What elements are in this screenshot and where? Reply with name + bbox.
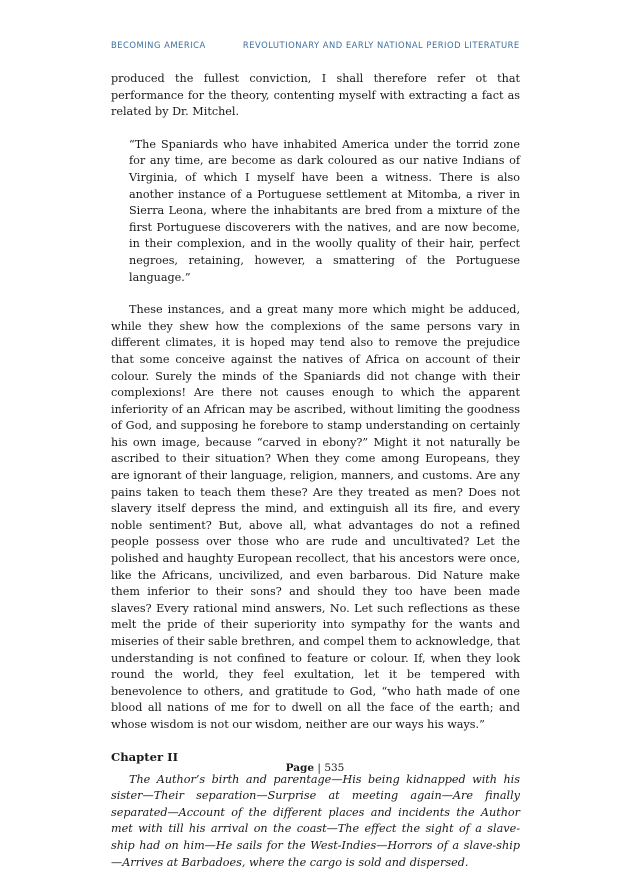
page-footer (0, 762, 630, 774)
page-label: Page (285, 762, 315, 774)
main-paragraph: These instances, and a great many more which might be adduced, while they shew how the complexions of the same persons vary in different climates, it is hoped may tend also to remove the prejudice that some conceive against the natives of Africa on account of their colour. Surely the minds of the Spaniards did not change with their complexions! Are there not causes enough to which the apparent inferiority of an African may be ascribed, without limiting the goodness of God, and supposing he forebore to stamp understanding on certainly his own image, because “carved in ebony?” Might it not naturally be ascribed to their situation? When they come among Europeans, they are ignorant of their language, religion, manners, and customs. Are any pains taken to teach them these? Are they treated as men? Does not slavery itself depress the mind, and extinguish all its fire, and every noble sentiment? But, above all, what advantages do not a refined people possess over those who are rude and uncultivated? Let the polished and haughty European recollect, that his ancestors were once, like the Africans, uncivilized, and even barbarous. Did Nature make them inferior to their sons? and should they too have been made slaves? Every rational mind answers, No. Let such reflections as these melt the pride of their superiority into sympathy for the wants and miseries of their sable brethren, and compel them to acknowledge, that understanding is not confined to feature or colour. If, when they look round the world, they feel exultation, let it be tempered with benevolence to others, and gratitude to God, “who hath made of one blood all nations of me for to dwell on all the face of the earth; and whose wisdom is not our wisdom, neither are our ways his ways.” (111, 303, 520, 731)
block-quotation: “The Spaniards who have inhabited America under the torrid zone for any time, are become as dark coloured as our native Indians of Virginia, of which I myself have been a witness. There is also another instance of a Portuguese settlement at Mitomba, a river in Sierra Leona, where the inhabitants are bred from a mixture of the first Portuguese discoverers with the natives, and are now become, in their complexion, and in the woolly quality of their hair, perfect negroes, retaining, however, a smattering of the Portuguese language.” (129, 137, 520, 284)
section-title: REVOLUTIONARY AND EARLY NATIONAL PERIOD LITERATURE (242, 40, 520, 50)
page-separator: | (314, 762, 325, 774)
chapter-summary: The Author’s birth and parentage—His being kidnapped with his sister—Their separation—Surprise at meeting again—Are finally separated—Account of the different places and incidents the Author met with till his arrival on the coast—The effect the sight of a slave-ship had on him—He sails for the West-Indies—Horrors of a slave-ship—Arrives at Barbadoes, where the cargo is sold and dispersed. (111, 772, 520, 869)
page-content (111, 71, 520, 871)
book-title: BECOMING AMERICA (111, 40, 206, 50)
opening-paragraph: produced the fullest conviction, I shall therefore refer ot that performance for the theory, contenting myself with extracting a fact as related by Dr. Mitchel. (111, 72, 520, 119)
page-number: 535 (324, 762, 345, 774)
chapter-heading: Chapter II (111, 749, 178, 764)
running-header (111, 40, 530, 50)
